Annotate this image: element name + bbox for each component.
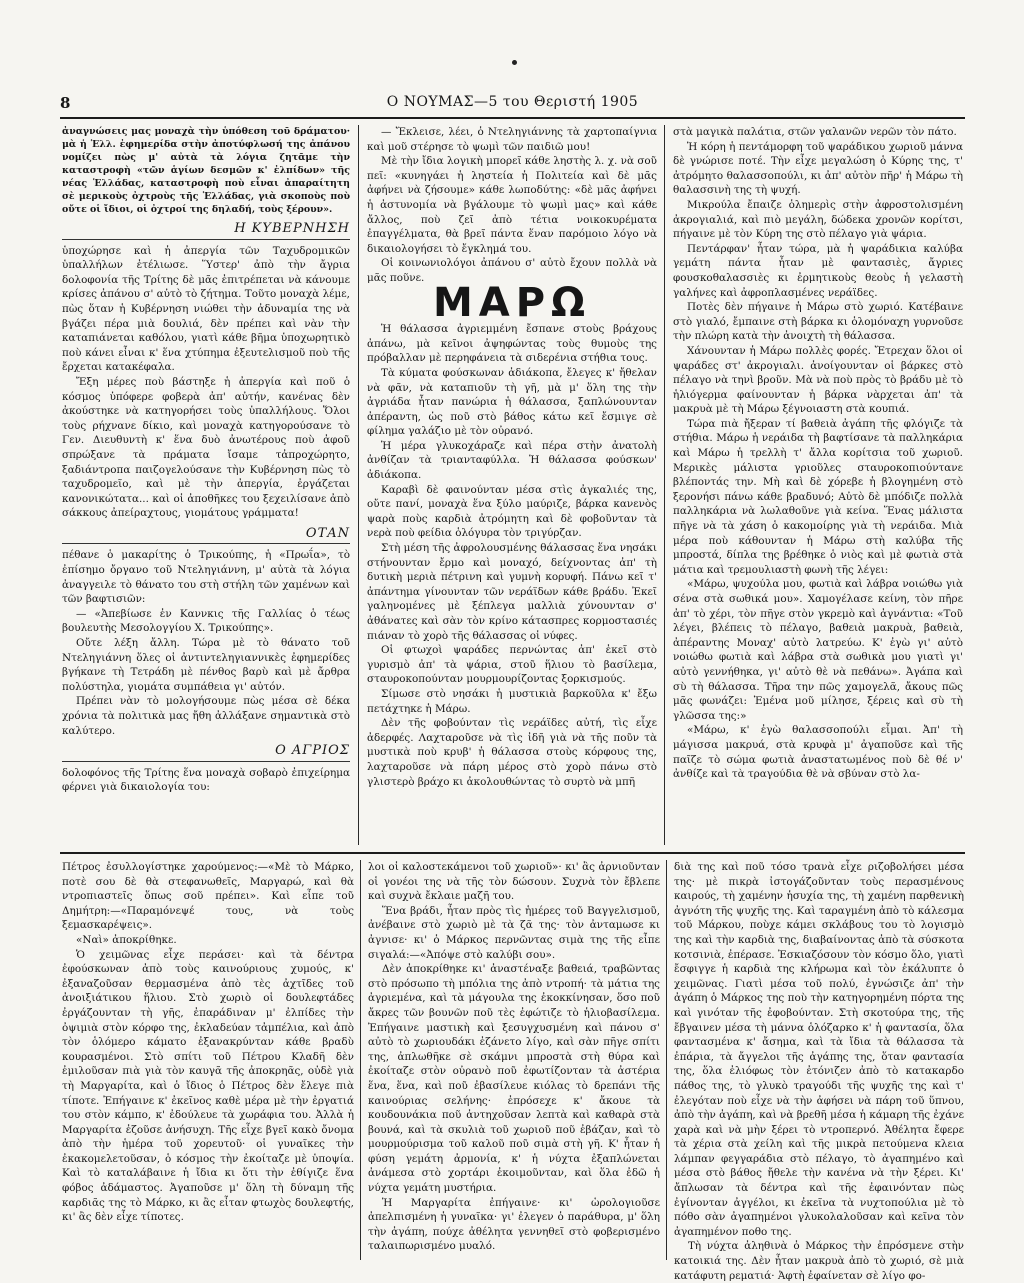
feuilleton-paragraph: λοι οἱ καλοστεκάμενοι τοῦ χωριοῦ»· κι' ἂς ἀρνιοῦνταν οἱ γονέοι της νὰ τῆς τὸν δώσουν. Συχνὰ τὸν ἔβλεπε καὶ συχνὰ ἔκλαιε μαζῆ του. <box>368 861 660 903</box>
feuilleton-paragraph: Ὁ χειμῶνας εἶχε περάσει· καὶ τὰ δέντρα ἐφούσκωναν ἀπὸ τοὺς καινούριους χυμούς, κ' ἐξαναζοῦσαν θερμασμένα ἀπὸ τὲς ἀχτῖδες τοῦ ἀνοιξιάτικου ἥλιου. Στὸ χωριὸ οἱ δουλεφτάδες ἐργάζουνταν τὴ γῆς, ἐπαράδιναν μ' ἐλπίδες τὴν ὀψιμιὰ στὸν κόρφο της, ἐκλαδεύαν τἀμπέλια, καὶ ἀπὸ τὸν ὁλόμερο κάματο ἐξανακρύνταν κάθε βραδὺ κουρασμένοι. Στὸ σπίτι τοῦ Πέτρου Κλαδῆ δὲν ἐμιλοῦσαν πιὰ γιὰ τὸν καυγᾶ τῆς ἀποκρηᾶς, οὐδὲ γιὰ τὴ Μαργαρίτα, καὶ ὁ ἴδιος ὁ Πέτρος δὲν ἔλεγε πιὰ τίποτε. Ἐπήγαινε κ' ἐκεῖνος καθὲ μέρα μὲ τὴν ἐργατιά του στὸν κάμπο, κ' ἐδούλευε τὰ χωράφια του. Ἀλλὰ ἡ Μαργαρίτα ἐζοῦσε ἀνήσυχη. Τῆς εἶχε βγεῖ κακὸ ὄνομα ἀπὸ τὴν ἡμέρα τοῦ χορευτοῦ· οἱ γυναῖκες τὴν ἐκακομελετοῦσαν, ὁ κόσμος τὴν ἐκοίταζε μὲ ὑποψία. Καὶ τὸ καταλάβαινε ἡ ἴδια κι ὅτι τὴν ἐθίγιζε ἕνα φόβος ἀδάμαστος. Ἀγαποῦσε μ' ὅλη τὴ δύναμη τῆς καρδιᾶς της τὸ Μάρκο, κι ἂς εἶταν φτωχὸς δουλεφτής, κι' ἂς δὲν εἶχε τίποτες. <box>62 948 354 1224</box>
heading-agrios: Ο ΑΓΡΙΟΣ <box>62 744 350 762</box>
feuilleton-rule <box>60 852 965 854</box>
delegation-paragraph: — Ἔκλεισε, λέει, ὁ Ντεληγιάννης τὰ χαρτοπαίγνια καὶ μοῦ στέρησε τὸ ψωμὶ τῶν παιδιῶ μου! <box>367 126 657 153</box>
otan-paragraph: Πρέπει νὰν τὸ μολογήσουμε πὼς μέσα σὲ δέκα χρόνια τὰ πολιτικὰ μας ἤθη ἀλλάξανε σημαντικὰ στὸ καλύτερο. <box>62 695 350 737</box>
maro-paragraph: Ποτὲς δὲν πήγαινε ἡ Μάρω στὸ χωριό. Κατέβαινε στὸ γιαλό, ἔμπαινε στὴ βάρκα κι ὁλομόναχη γυρνοῦσε τὴν πλώρη κατὰ τὴν ἀνοιχτὴ τὴ θάλασσα. <box>673 301 963 343</box>
delegation-paragraph: Μὲ τὴν ἴδια λογικὴ μπορεῖ κάθε ληστὴς λ. χ. νὰ σοῦ πεῖ: «κυνηγάει ἡ ληστεία ἡ Πολιτεία καὶ δὲ μᾶς ἀφήνει νὰ ζήσουμε» κάθε λωποδύτης: «δὲ μᾶς ἀφήνει ἡ ἀστυνομία νὰ βγάλουμε τὸ ψωμὶ μας» καὶ κάθε ἄλλος, ποὺ ζεῖ ἀπὸ τέτια νοικοκυρέματα ἐπαγγέλματα, θὰ βρεῖ πάντα ἕναν παρόμοιο λόγο νὰ δικαιολογήσει τὸ ἔγκλημά του. <box>367 155 657 255</box>
feuilleton-paragraph: Δὲν ἀποκρίθηκε κι' ἀναστέναξε βαθειά, τραβῶντας στὸ πρόσωπο τὴ μπόλια της ἀπὸ ντροπή· τὰ μάτια της ἀγριεμένα, καὶ τὰ μάγουλα της ἐκοκκίνησαν, ὅσο ποῦ ἄκρες τῶν βουνῶν ποῦ τὲς ἐφώτιζε τὸ ἡλιοβασίλεμα. Ἐπήγαινε μαστικὴ καὶ ξεσυγχυσμένη καὶ πάνου σ' αὐτὸ τὸ χωριουδάκι ἐζάνετο λίγο, καὶ σὰν πῆγε σπίτι της, ἀπλωθῆκε σὲ σκάμνι μπροστὰ στὴ θύρα καὶ ἐκοίταζε στὸν οὐρανὸ ποῦ ἐφωτίζονταν τὰ ἀστέρια ἕνα, ἕνα, καὶ ποῦ ἐβασίλευε κιόλας τὸ δρεπάνι τῆς καινούριας σελήνης· ἐπρόσεχε κ' ἄκουε τὰ κουδουνάκια ποῦ ἀντηχοῦσαν λεπτὰ καὶ καθαρὰ στὰ βουνά, καὶ τὰ σκυλιὰ τοῦ χωριοῦ ποῦ ἐβάζαν, καὶ τὸ μουρμούρισμα τοῦ καλοῦ ποῦ σιμὰ στὴ γῆ. Κ' ἦταν ἡ φύση γεμάτη ἀρμονία, κ' ἡ νύχτα ἐξαπλώνεται ἀνάμεσα στὸ χορτάρι ἐκοιμοῦνταν, καὶ ὅλα ἐδῶ ἡ νύχτα γεμάτη μυστήρια. <box>368 963 660 1195</box>
maro-paragraph: Στὴ μέση τῆς ἀφρολουσμένης θάλασσας ἕνα νησάκι στήνουνταν ἔρμο καὶ μοναχό, δείχνοντας ἀπ' τὴ δυτικὴ μεριὰ πέτρινη καὶ γυμνὴ κορυφή. Πάνω κεῖ τ' ἀπάντημα γίνουνταν τῶν νεράϊδων κάθε βράδυ. Ἐκεῖ γαληνομένες μὲ ξέπλεγα μαλλιὰ χύνουνταν σ' ἀθάνατες καὶ σὰν τὸν κρίνο κάτασπρες κορμοστασιές πιάναν τὸ χορὸ τῆς θάλασσας οἱ νύφες. <box>367 542 657 642</box>
otan-paragraph: — «Ἀπεβίωσε ἐν Καννκις τῆς Γαλλίας ὁ τέως βουλευτὴς Μεσολογγίου Χ. Τρικούπης». <box>62 607 350 635</box>
maro-paragraph: Ἡ θάλασσα ἀγριεμμένη ἔσπανε στοὺς βράχους ἀπάνω, μὰ κεῖνοι ἀψηφώντας τοὺς θυμοὺς της πρόβαλλαν μὲ περηφάνεια τὰ σιδερένια στήθια τους. <box>367 323 657 365</box>
otan-paragraph: Οὔτε λέξη ἄλλη. Τώρα μὲ τὸ θάνατο τοῦ Ντεληγιάννη ὅλες οἱ ἀντιντεληγιαννικὲς ἐφημερίδες βγήκανε τὴ Τετράδη μὲ πένθος βαρὺ καὶ μὲ ἄρθρα πολύστηλα, γιομάτα συμπάθεια γι' αὐτόν. <box>62 637 350 693</box>
feuilleton-paragraph: Τὴ νύχτα ἀληθινὰ ὁ Μάρκος τὴν ἐπρόσμενε στὴν κατοικιά της. Δὲν ἦταν μακρυὰ ἀπὸ τὸ χωριό, σὲ μιὰ κατάφυτη ρεματιά· Ἀφτὴ ἐφαίνεταν σὲ λίγο φο- <box>674 1240 964 1282</box>
feuilleton-column-2 <box>368 860 660 1254</box>
feuilleton-paragraph: «Ναὶ» ἀποκρίθηκε. <box>76 933 177 946</box>
heading-otan: ΟΤΑΝ <box>62 527 350 545</box>
feuilleton-column-3 <box>674 860 964 1283</box>
maro-paragraph: Τὰ κύματα φούσκωναν ἀδιάκοπα, ἔλεγες κ' ἤθελαν νὰ φᾶν, νὰ καταπιοῦν τὴ γῆ, μὰ μ' ὅλη της τὴν ἀγριάδα ἦταν πανώρια ἡ θάλασσα, ξαπλώνουνταν ἀπέραντη, ὡς ποῦ στὸ βάθος κάτω κεῖ ἔσμιγε σὲ φίλημα γαλάζιο μὲ τὸν οὐρανό. <box>367 366 657 438</box>
delegation-paragraph: Οἱ κοινωνιολόγοι ἀπάνου σ' αὐτὸ ἔχουν πολλὰ νὰ μᾶς ποῦνε. <box>367 257 657 284</box>
maro-paragraph: στὰ μαγικὰ παλάτια, στῶν γαλανῶν νερῶν τὸν πάτο. <box>673 126 957 138</box>
column-1 <box>62 125 350 795</box>
maro-paragraph: «Μάρω, κ' ἐγὼ θαλασσοπούλι εἶμαι. Ἀπ' τὴ μάγισσα μακρυά, στὰ κρυφὰ μ' ἀγαποῦσε καὶ τῆς παῖζε τὸ σώμα φωτιὰ ἀναστατωμένος ποὺ δὲ θέ ν' ἀνθίζε καὶ τὰ τραγούδια θὲ νὰ σβύναν στὸ λα- <box>673 724 963 781</box>
feuilleton-column-1 <box>62 860 354 1225</box>
maro-paragraph: Ἡ κόρη ἡ πεντάμορφη τοῦ ψαράδικου χωριοῦ μάννα δὲ γνώρισε ποτέ. Τὴν εἶχε μεγαλώση ὁ Κύρης της, τ' ἀτρόμητο θαλασσοπούλι, κι ἀπ' αὐτὸν πῆρ' ἡ Μάρω τὴ θαλασσινὴ της τὴ ψυχή. <box>673 140 963 197</box>
kyvernisi-paragraph: Ἔξη μέρες ποὺ βάστηξε ἡ ἀπεργία καὶ ποῦ ὁ κόσμος ὑπόφερε φοβερὰ ἀπ' αὐτήν, κανένας δὲν ἀκούστηκε νὰ κατηγορήσει τοὺς ὑπαλλήλους. Ὅλοι τοὺς ρήχνανε δίκιο, καὶ μοναχὰ κατηγορούσανε τὸ Γεν. Διευθυντὴ κ' ἕνα δυὸ ἀνωτέρους ποὺ ἀφοῦ σπρώξανε τὰ πράματα ἴσαμε τἀπροχώρητο, ξαδιάντροπα παιζογελούσανε τὴν Κυβέρνηση πὼς τὸ ταχυδρομεῖο, καὶ μὲ τὴν ἀπεργία, ἐργάζεται κανονικώτατα... καὶ οἱ ἀποθῆκες του ξεχειλίσανε ἀπὸ σάκκους ἀπείραχτους, γιομάτους γράμματα! <box>62 375 350 520</box>
column-rule <box>358 125 359 845</box>
maro-paragraph: Σίμωσε στὸ νησάκι ἡ μυστικιὰ βαρκοῦλα κ' ἔξω πετάχτηκε ἡ Μάρω. <box>367 687 657 715</box>
feuilleton-paragraph: Ἡ Μαργαρίτα ἐπήγαινε· κι' ὡρολογιοῦσε ἀπελπισμένη ἡ γυναῖκα· γι' ἐλεγεν ὁ παράθυρα, μ' ὅλη τὴν ἀγάπη, πούχε ἀθέλητα γεννηθεῖ στὸ φοβερισμένο ταλαιπωρισμένο μυαλό. <box>368 1196 660 1253</box>
maro-paragraph: Οἱ φτωχοὶ ψαράδες περνώντας ἀπ' ἐκεῖ στὸ γυρισμὸ ἀπ' τὰ ψάρια, στοῦ ἥλιου τὸ βασίλεμα, σταυροκοπούνταν μουρμουρίζοντας ξορκισμούς. <box>367 644 657 686</box>
maro-paragraph: Καραβὶ δὲ φαινούνταν μέσα στὶς ἀγκαλιές της, οὔτε πανί, μοναχὰ ἕνα ξύλο μαύριζε, βάρκα κανενὸς ψαρὰ ποὺς καρδιὰ ἀτρόμητη καὶ δὲ φοβοῦνταν τὰ νερὰ ποὺ φείδια ὁλόγυρα τὸν τριγύρζαν. <box>367 483 657 540</box>
heading-kyvernisi: Η ΚΥΒΕΡΝΗΣΗ <box>62 222 350 240</box>
maro-paragraph: Τώρα πιὰ ἤξεραν τί βαθειὰ ἀγάπη τῆς φλόγιζε τὰ στήθια. Μάρω ἡ νεράιδα τὴ βαφτίσανε τὰ παλληκάρια καὶ Μάρω ἡ τρελλὴ τ' ἄλλα κορίτσια τοῦ χωριοῦ. Μερικὲς μάλιστα γριοῦλες σταυροκοπιούντανε βλέποντάς την. Μὴ καὶ δὲ χόρεβε ἡ βλογημένη στὸ ξερονήσι πάνω κάθε βραδυνό; Αὐτὸ δὲ μπόδιζε πολλὰ παλληκάρια νὰ λωλαθοῦνε γιὰ κείνα. Ἕνας μάλιστα πῆγε νὰ τὰ χάση ὁ κακομοίρης γιὰ τὴ νεράιδα. Μιὰ μέρα ποὺ κάθουνταν ἡ Μάρω στὴ καλύβα τῆς μπροστά, δίπλα της βρέθηκε ὁ νιὸς καὶ μὲ φωτιὰ στὰ μάτια καὶ τρεμουλιαστὴ φωνὴ τῆς λέγει: <box>673 417 963 576</box>
column-rule <box>664 125 665 845</box>
page-number: 8 <box>60 94 71 112</box>
header-rule <box>60 117 965 119</box>
ink-dot <box>512 60 517 65</box>
page-header <box>60 88 965 118</box>
maro-paragraph: «Μάρω, ψυχούλα μου, φωτιὰ καὶ λάβρα νοιώθω γιὰ σένα στὰ σωθικά μου». Χαμογέλασε κείνη, τὸν πῆρε ἀπ' τὸ χέρι, τὸν πῆγε στὸν γκρεμὸ καὶ ἀγνάντια: «Τοῦ λέγει, βλέπεις τὸ πέλαγο, βαθειὰ μακρυὰ, βαθειὰ, ἀπέραντης Μοναχ' αὐτὸ λατρεύω. Κ' ἐγὼ γι' αὐτὸ νοιώθω φωτιὰ καὶ λάβρα στὰ σωθικὰ μου γιατὶ γι' αὐτὸ γεννήθηκα, γι' αὐτὸ θὲ νὰ πεθάνω». Ἀγάπα καὶ σὺ τὴ θάλασσα. Τῆρα την πῶς χαμογελᾶ, ἄκους πῶς μᾶς φωνάζει: Ἐμένα μοῦ μίλησε, ξέρεις καὶ σὺ τὴ γλῶσσα της:» <box>673 578 963 722</box>
maro-paragraph: Μικρούλα ἔπαιζε ὁλημερὶς στὴν ἀφροστολισμένη ἀκρογιαλιά, καὶ πιὸ μεγάλη, δώδεκα χρονῶν κορίτσι, πήγαινε μὲ τὸν Κύρη της στὸ πέλαγο γιὰ ψάρια. <box>673 198 963 241</box>
column-3 <box>673 125 963 782</box>
column-2 <box>367 125 657 789</box>
maro-paragraph: Ἡ μέρα γλυκοχάραζε καὶ πέρα στὴν ἀνατολὴ ἀνθίζαν τὰ τριανταφύλλα. Ἡ θάλασσα φούσκων' ἀδιάκοπα. <box>367 439 657 482</box>
maro-paragraph: Πεντάρφαν' ἦταν τώρα, μὰ ἡ ψαράδικια καλύβα γεμάτη πάντα ἦταν μὲ φαντασιὲς, ἄγριες φουσκοθαλασσιὲς κι ἐρμητικοὺς θεοὺς ἡ γελαστὴ γαλήνες καὶ ἀφροπλασμένες νεράϊδες. <box>673 242 963 299</box>
otan-paragraph: πέθανε ὁ μακαρίτης ὁ Τρικούπης, ἡ «Πρωΐα», τὸ ἐπίσημο ὄργανο τοῦ Ντεληγιάννη, μ' αὐτὰ τὰ λόγια ἀναγγειλε τὸ θάνατο του στὴ στήλη τῶν χαμένων καὶ τῶν βαφτισιῶν: <box>62 549 350 606</box>
feuilleton-paragraph: διὰ της καὶ ποῦ τόσο τρανὰ εἶχε ριζοβολήσει μέσα της· μὲ πικρὰ ἰστογάζοῦνταν τοὺς περασμένους καιρούς, τὴ χαμένην ἡσυχία της, τὴ χαμένη παρθενικὴ ἀγνότη τῆς ψυχῆς της. Καὶ ταραγμένη ἀπὸ τὸ κάλεσμα τοῦ Μάρκου, ποὺχε κάμει σκλάβους του τὸ λογισμὸ της καὶ τὴν καρδιὰ της, διαβαίνοντας ἀπὸ τὰ σύσκοτα κοτσινιὰ, ἐπέρασε. Ἐσκιαζόσουν τὸν κόσμο ὅλο, γιατὶ ἔσφιγγε ἡ καρδιὰ της κλήρωμα καὶ τὸν ἐκάλυπτε ὁ χειμῶνας. Γιατὶ μέσα τοῦ πολύ, ἐγνώσιζε ἀπ' τὴν ἀγάπη ὁ Μάρκος της ποὺ τὴν κατηγορημένη πόρτα της καὶ γινόταν τῆς ἐφοβούνταν. Στὴ σκοτούρα της, τῆς ἔβγαινεν μέσα τὴ μάννα ὁλόζαρκο κ' ἡ φαντασία, ὅλα φαντασμένα κ' ἄσημα, καὶ τὰ ἴδια τὰ θάλασσα τὰ ἐπάρια, τὰ ἄγγελοι τῆς ἀγάπης της, ὅταν φαντασία της, ὅλα ἐλιόφως τὸν ἐτόνιζεν ἀπὸ τὸ κατακαρδο πάθος της, τὸ γλυκὸ τραγούδι τῆς ψυχῆς της καὶ τ' ἐλεγόταν ποὺ εἶχε νὰ τὴν ἀφήσει νὰ πάρη τοῦ ὕπνου, ἀπὸ τὴν ἀγάπη, καὶ νὰ βρεθῆ μέσα ἡ κάμαρη τῆς ἐχάνε χαρὰ καὶ νὰ μὴν ξέρει τὸ ντροπερνό. Ἀθέλητα ἔφερε τὰ χέρια στὰ χείλη καὶ τῆς μικρὰ πετούμενα κλεια λάμπαν φεγγαράδια στὸ πέλαγο, τὸ ἀγαπημένο καὶ μέσα στὸ βάθος ἤθελε τὴν κανένα νὰ τὴν ξέρει. Κι' ἄπλωσαν τὰ δέντρα καὶ τῆς ἐφαινόνταν πὼς ἐγίνονταν ἀγγέλοι, κι ἐκεῖνα τὰ νυχτοπούλια μὲ τὸ πόθο σὰν ἀγαπημένοι γλυκολαλοῦσαν καὶ κεῖνα τὸν ἀγαπημένον ποθο της. <box>674 861 964 1238</box>
feuilleton-paragraph: Ἕνα βράδι, ἦταν πρὸς τὶς ἡμέρες τοῦ Βαγγελισμοῦ, ἀνέβαινε στὸ χωριὸ μὲ τὰ ζᾶ της· τὸν ἀνταμωσε κι ἀγνισε· κι' ὁ Μάρκος περνῶντας σιμὰ της τῆς εἶπε σιγαλά:—«Ἀπόψε στὸ καλύβι σου». <box>368 904 660 961</box>
maro-paragraph: Χάνουνταν ἡ Μάρω πολλὲς φορές. Ἔτρεχαν ὅλοι οἱ ψαράδες στ' ἀκρογιαλι. ἀνοίγουνταν οἱ βάρκες στὸ πέλαγο νὰ τηνὶ βροῦν. Μὰ νὰ ποὺ πρὸς τὸ βράδυ μὲ τὸ ἡλιόγερμα φαίνουνταν ἡ βάρκα νὰρχεται ἀπ' τὰ μακρυὰ μὲ τὴ Μάρω ξέγνοιαστη στὰ κουπιά. <box>673 344 963 416</box>
story-title: ΜΑΡΩ <box>432 279 592 326</box>
column-rule <box>666 860 667 1260</box>
feuilleton-paragraph: Πέτρος ἐσυλλογίστηκε χαρούμενος:—«Μὲ τὸ Μάρκο, ποτὲ σου δὲ θὰ στεφανωθεῖς, Μαργαρώ, καὶ θὰ ντροπιαστεῖς ὅπως σοῦ πρέπει». Καὶ εἶπε τοῦ Δημήτρη:—«Παραμόνεψέ τους, νὰ τοὺς ξεμασκαρέψεις». <box>62 861 354 932</box>
agrios-paragraph: δολοφόνος τῆς Τρίτης ἕνα μοναχὰ σοβαρὸ ἐπιχείρημα φέρνει γιὰ δικαιολογία του: <box>62 766 350 794</box>
intro-paragraph: ἀναγνώσεις μας μοναχὰ τὴν ὑπόθεση τοῦ δράματου· μὰ ἡ Ἑλλ. ἐφημερίδα στὴν ἀποτύφλωσή της ἀπάνου νομίζει πὼς μ' αὐτὰ τὰ λόγια ζητᾶμε τὴν καταστροφὴ «τῶν ἁγίων δεσμῶν κ' ἐλπίδων» τῆς νέας Ἑλλάδας, καταστροφὴ ποὺ εἶναι ἀπαραίτητη σὲ μερικοὺς ὀχτροὺς τῆς Ἑλλάδας, γιὰ σκοποὺς ποὺ οὔτε οἱ ἴδιοι, οἱ ὀχτροί της δηλαδή, τοὺς ξέρουν». <box>62 126 350 215</box>
maro-paragraph: Δὲν τῆς φοβούνταν τὶς νεράϊδες αὐτή, τὶς εἶχε ἀδερφές. Λαχταροῦσε νὰ τὶς ἰδῆ γιὰ νὰ τῆς ποῦν τὰ μυστικὰ ποὺ κρυβ' ἡ θάλασσα στοὺς κόρφους της, λαχταροῦσε νὰ πάρη μέρος στὸ χορὸ πάνω στὸ γλιστερὸ βράχο κι ἀκολουθώντας τὸ συρτὸ νὰ μπῆ <box>367 717 657 788</box>
masthead: Ο ΝΟΥΜΑΣ—5 του Θεριστή 1905 <box>386 94 639 110</box>
kyvernisi-paragraph: ὑποχώρησε καὶ ἡ ἀπεργία τῶν Ταχυδρομικῶν ὑπαλλήλων ἐτέλιωσε. Ὕστερ' ἀπὸ τὴν ἄγρια δολοφονία τῆς Τρίτης δὲ μᾶς ἐπιτρέπεται νὰ κάνουμε κρίσες ἀπάνου σ' αὐτὸ τὸ ζήτημα. Τοῦτο μοναχὰ λέμε, πὼς ὅταν ἡ Κυβέρνηση νιώθει τὴν ἀδυναμία της νὰ βγάζει πέρα μιὰ δουλιά, δὲν πρέπει καὶ νὰν τὴν καταπιάνεται καθόλου, γιατὶ κάθε βῆμα ὑποχωρητικὸ ποὺ κάνει εἶναι κ' ἕνα χτύπημα ἐξευτελισμοῦ ποὺ τῆς ἔρχεται κατακέφαλα. <box>62 244 350 374</box>
column-rule <box>360 860 361 1260</box>
